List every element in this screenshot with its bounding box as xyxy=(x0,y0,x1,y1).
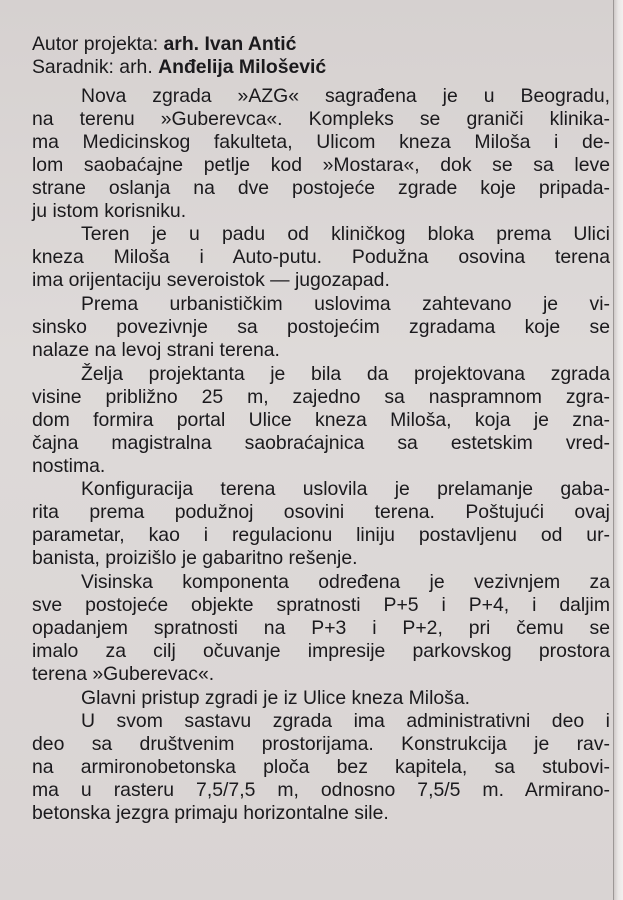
text-line: Konfiguracija terena uslovila je prelamanje gaba- xyxy=(81,478,610,501)
text-line: opadanjem spratnosti na P+3 i P+2, pri čemu se xyxy=(32,616,610,639)
text-line: nostima. xyxy=(32,454,106,477)
text-line: ima orijentaciju severoistok — jugozapad. xyxy=(32,269,390,292)
associate-name: Anđelija Milošević xyxy=(158,56,327,78)
text-line: parametar, kao i regulacionu liniju postavljenu od ur- xyxy=(32,524,610,547)
text-line: sinsko povezivnje sa postojećim zgradama koje se xyxy=(32,316,610,339)
text-line: Želja projektanta je bila da projektovana zgrada xyxy=(81,362,610,385)
associate-label: Saradnik: arh. xyxy=(32,56,153,78)
paragraph xyxy=(32,85,610,222)
text-line: rita prema podužnoj osovini terena. Poštujući ovaj xyxy=(32,501,610,524)
author-name: arh. Ivan Antić xyxy=(163,33,297,55)
text-line: na terenu »Guberevca«. Kompleks se graniči klinika- xyxy=(32,107,610,130)
paragraph xyxy=(32,223,610,292)
text-line: sve postojeće objekte spratnosti P+5 i P+4, i daljim xyxy=(32,593,610,616)
text-line: ma Medicinskog fakulteta, Ulicom kneza Miloša i de- xyxy=(32,130,610,153)
article-body xyxy=(32,85,610,825)
text-line: deo sa društvenim prostorijama. Konstrukcija je rav- xyxy=(32,733,610,756)
text-line: U svom sastavu zgrada ima administrativni deo i xyxy=(81,710,610,733)
text-line: betonska jezgra primaju horizontalne sile. xyxy=(32,802,389,825)
text-line: nalaze na levoj strani terena. xyxy=(32,338,280,361)
text-line: terena »Guberevac«. xyxy=(32,662,215,685)
text-line: na armironobetonska ploča bez kapitela, sa stubovi- xyxy=(32,756,610,779)
text-line: lom saobaćajne petlje kod »Mostara«, dok se sa leve xyxy=(32,153,610,176)
text-line: Prema urbanističkim uslovima zahtevano je vi- xyxy=(81,293,610,316)
paragraph xyxy=(32,687,610,710)
paragraph xyxy=(32,363,610,478)
paragraph xyxy=(32,478,610,570)
author-credit xyxy=(32,33,610,56)
paragraph xyxy=(32,293,610,362)
book-page-edge xyxy=(613,0,623,900)
text-line: banista, proizišlo je gabaritno rešenje. xyxy=(32,547,358,570)
associate-credit xyxy=(32,56,610,79)
text-line: kneza Miloša i Auto-putu. Podužna osovina terena xyxy=(32,246,610,269)
text-line: Nova zgrada »AZG« sagrađena je u Beogradu, xyxy=(81,85,610,107)
text-line: dom formira portal Ulice kneza Miloša, koja je zna- xyxy=(32,408,610,431)
text-line: imalo za cilj očuvanje impresije parkovskog prostora xyxy=(32,639,610,662)
text-line: čajna magistralna saobraćajnica sa estetskim vred- xyxy=(32,431,610,454)
text-line: strane oslanja na dve postojeće zgrade koje pripada- xyxy=(32,176,610,199)
text-line: Visinska komponenta određena je vezivnjem za xyxy=(81,571,610,594)
paragraph xyxy=(32,710,610,825)
text-line: Teren je u padu od kliničkog bloka prema Ulici xyxy=(81,223,610,246)
author-label: Autor projekta: xyxy=(32,33,159,55)
text-line: visine približno 25 m, zajedno sa naspramnom zgra- xyxy=(32,385,610,408)
text-line: ju istom korisniku. xyxy=(32,199,187,222)
text-line: ma u rasteru 7,5/7,5 m, odnosno 7,5/5 m. Armirano- xyxy=(32,779,610,802)
document-page xyxy=(32,33,610,826)
paragraph xyxy=(32,571,610,686)
text-line: Glavni pristup zgradi je iz Ulice kneza Miloša. xyxy=(81,686,471,709)
